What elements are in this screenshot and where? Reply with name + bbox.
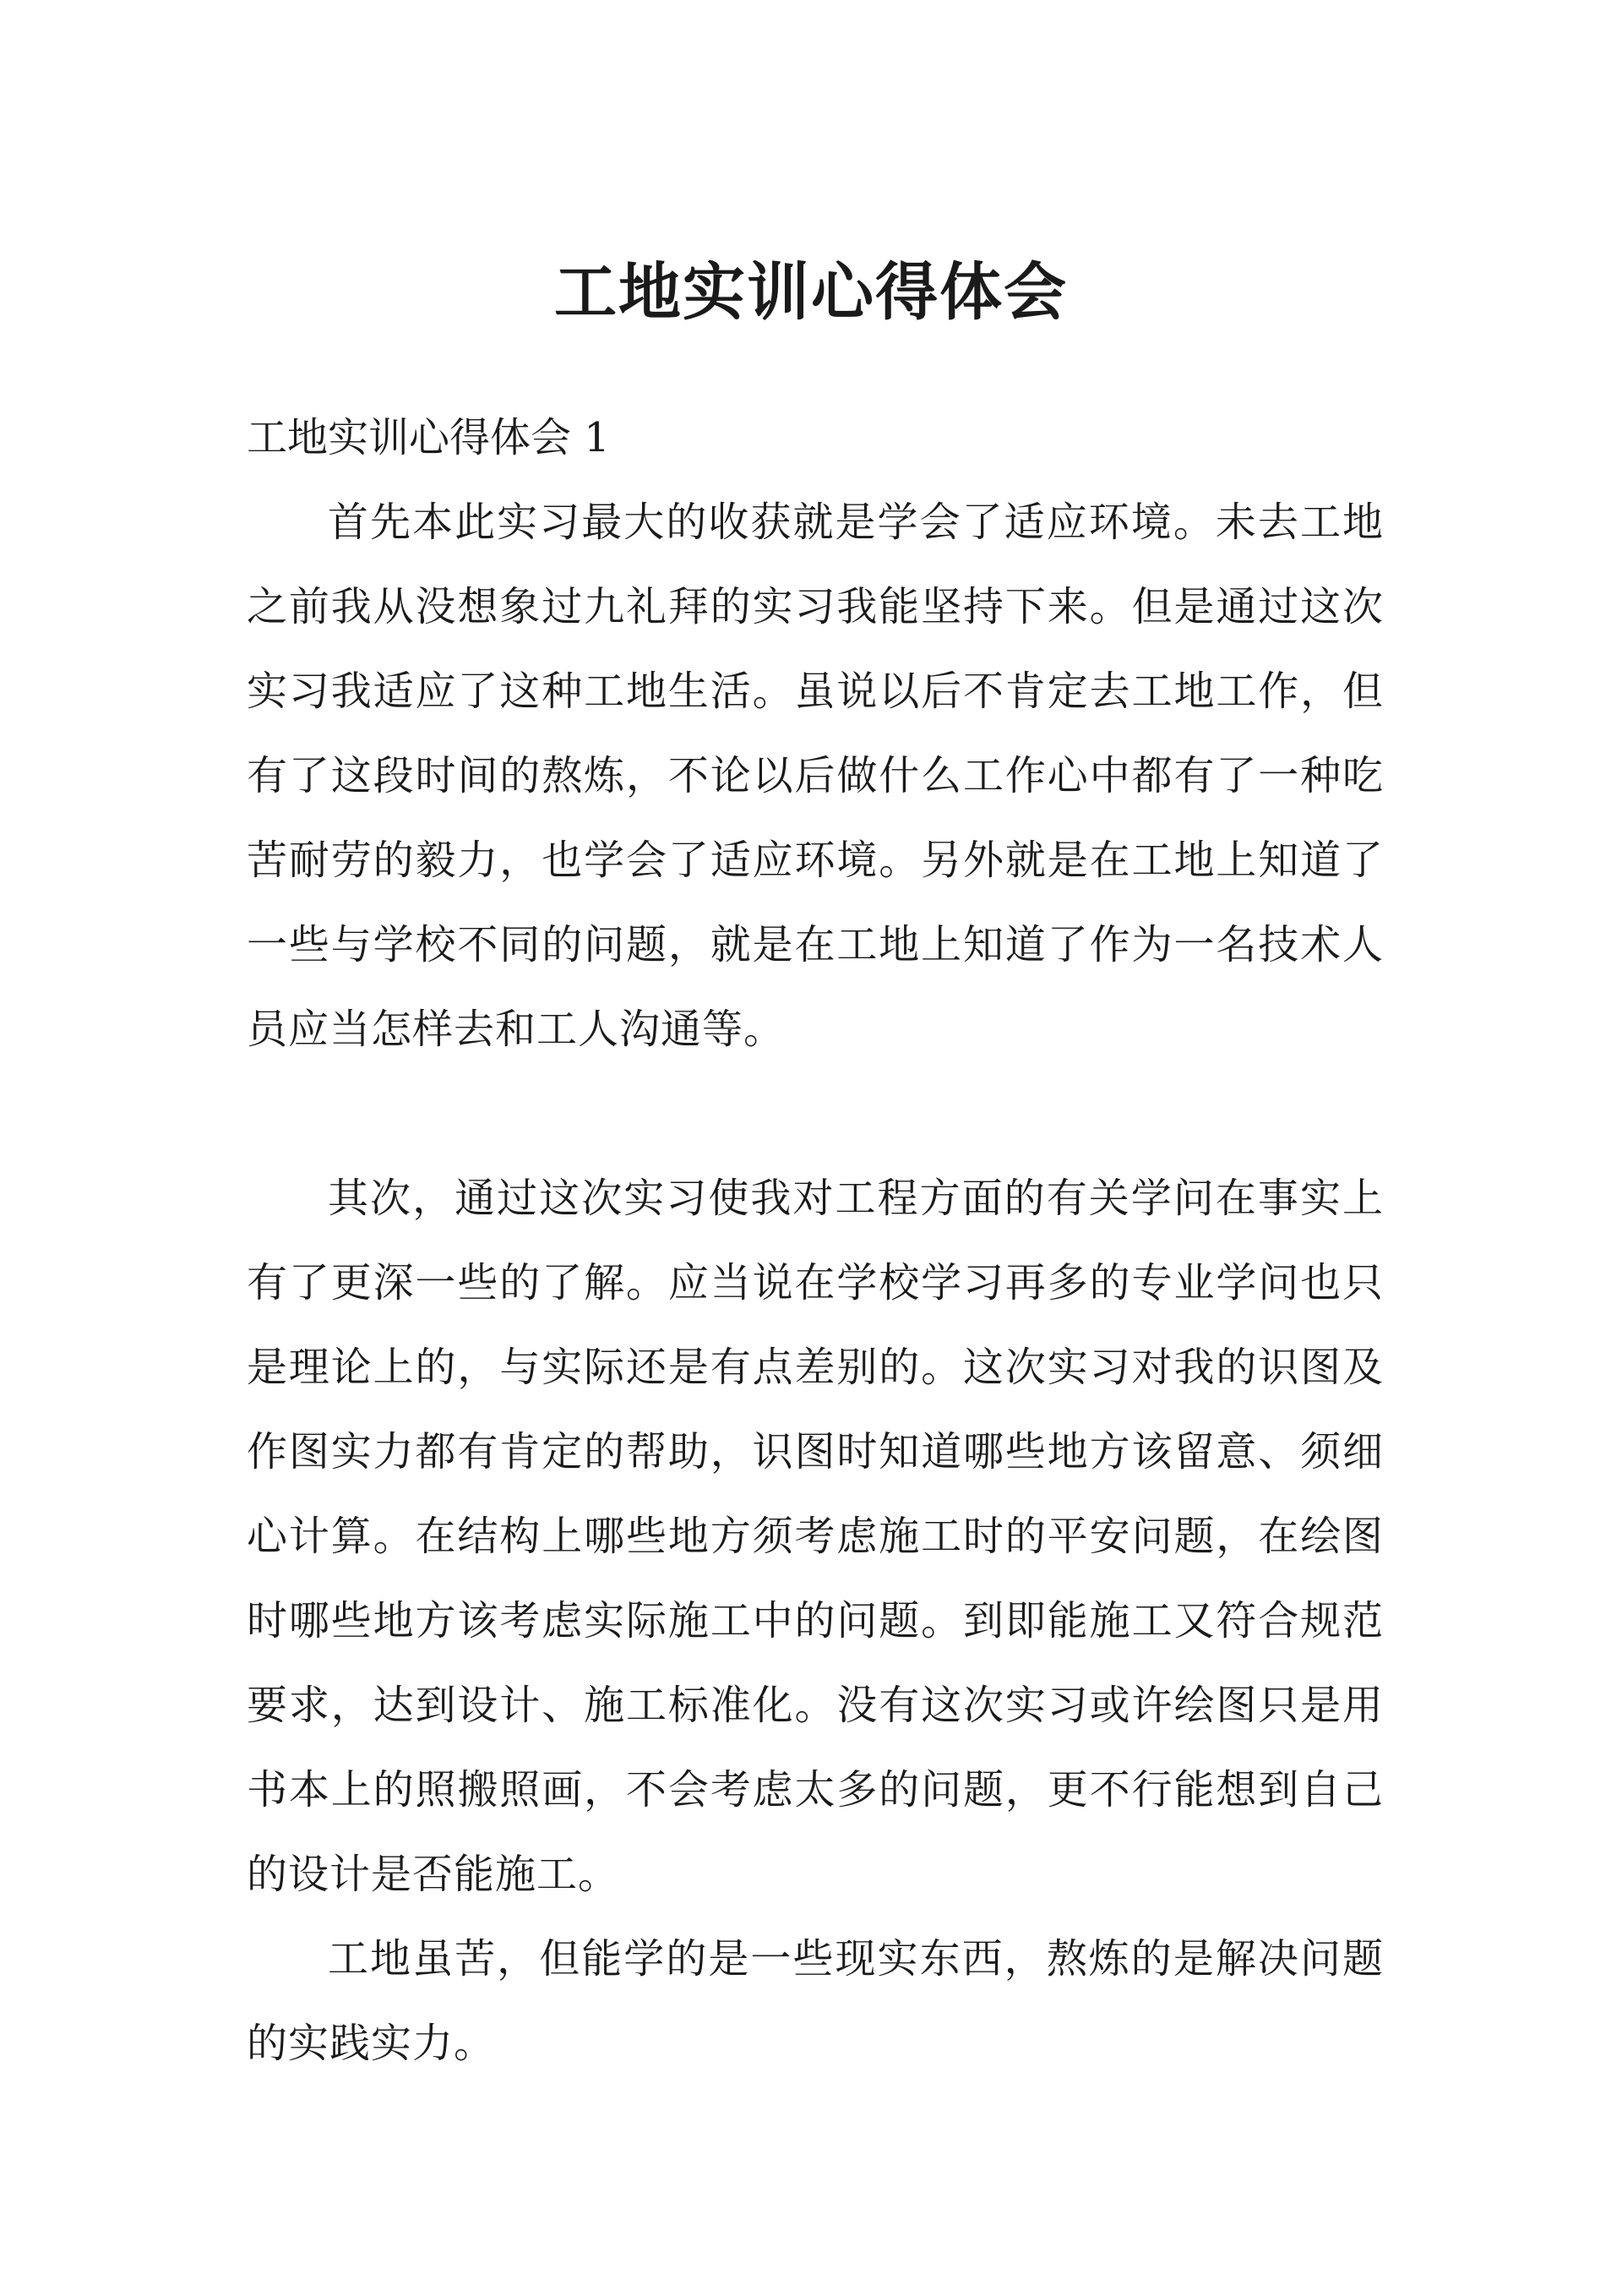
section-heading: 工地实训心得体会 1 <box>247 414 610 461</box>
paragraph-1: 首先本此实习最大的收获就是学会了适应环境。未去工地之前我从没想象过九礼拜的实习我能坚持下来。但是通过这次实习我适应了这种工地生活。虽说以后不肯定去工地工作，但有了这段时间的熬炼，不论以后做什么工作心中都有了一种吃苦耐劳的毅力，也学会了适应环境。另外就是在工地上知道了一些与学校不同的问题，就是在工地上知道了作为一名技术人员应当怎样去和工人沟通等。 <box>247 499 1384 1053</box>
paragraph-spacer <box>247 1072 1384 1156</box>
paragraph-2: 其次，通过这次实习使我对工程方面的有关学问在事实上有了更深一些的了解。应当说在学校学习再多的专业学问也只是理论上的，与实际还是有点差别的。这次实习对我的识图及作图实力都有肯定的帮助，识图时知道哪些地方该留意、须细心计算。在结构上哪些地方须考虑施工时的平安问题，在绘图时哪些地方该考虑实际施工中的问题。到即能施工又符合规范要求，达到设计、施工标准化。没有这次实习或许绘图只是用书本上的照搬照画，不会考虑太多的问题，更不行能想到自己的设计是否能施工。 <box>247 1175 1384 1898</box>
document-body <box>247 395 1384 2086</box>
paragraph-3: 工地虽苦，但能学的是一些现实东西，熬炼的是解决问题的实践实力。 <box>247 1935 1384 2067</box>
document-title: 工地实训心得体会 <box>554 256 1068 329</box>
